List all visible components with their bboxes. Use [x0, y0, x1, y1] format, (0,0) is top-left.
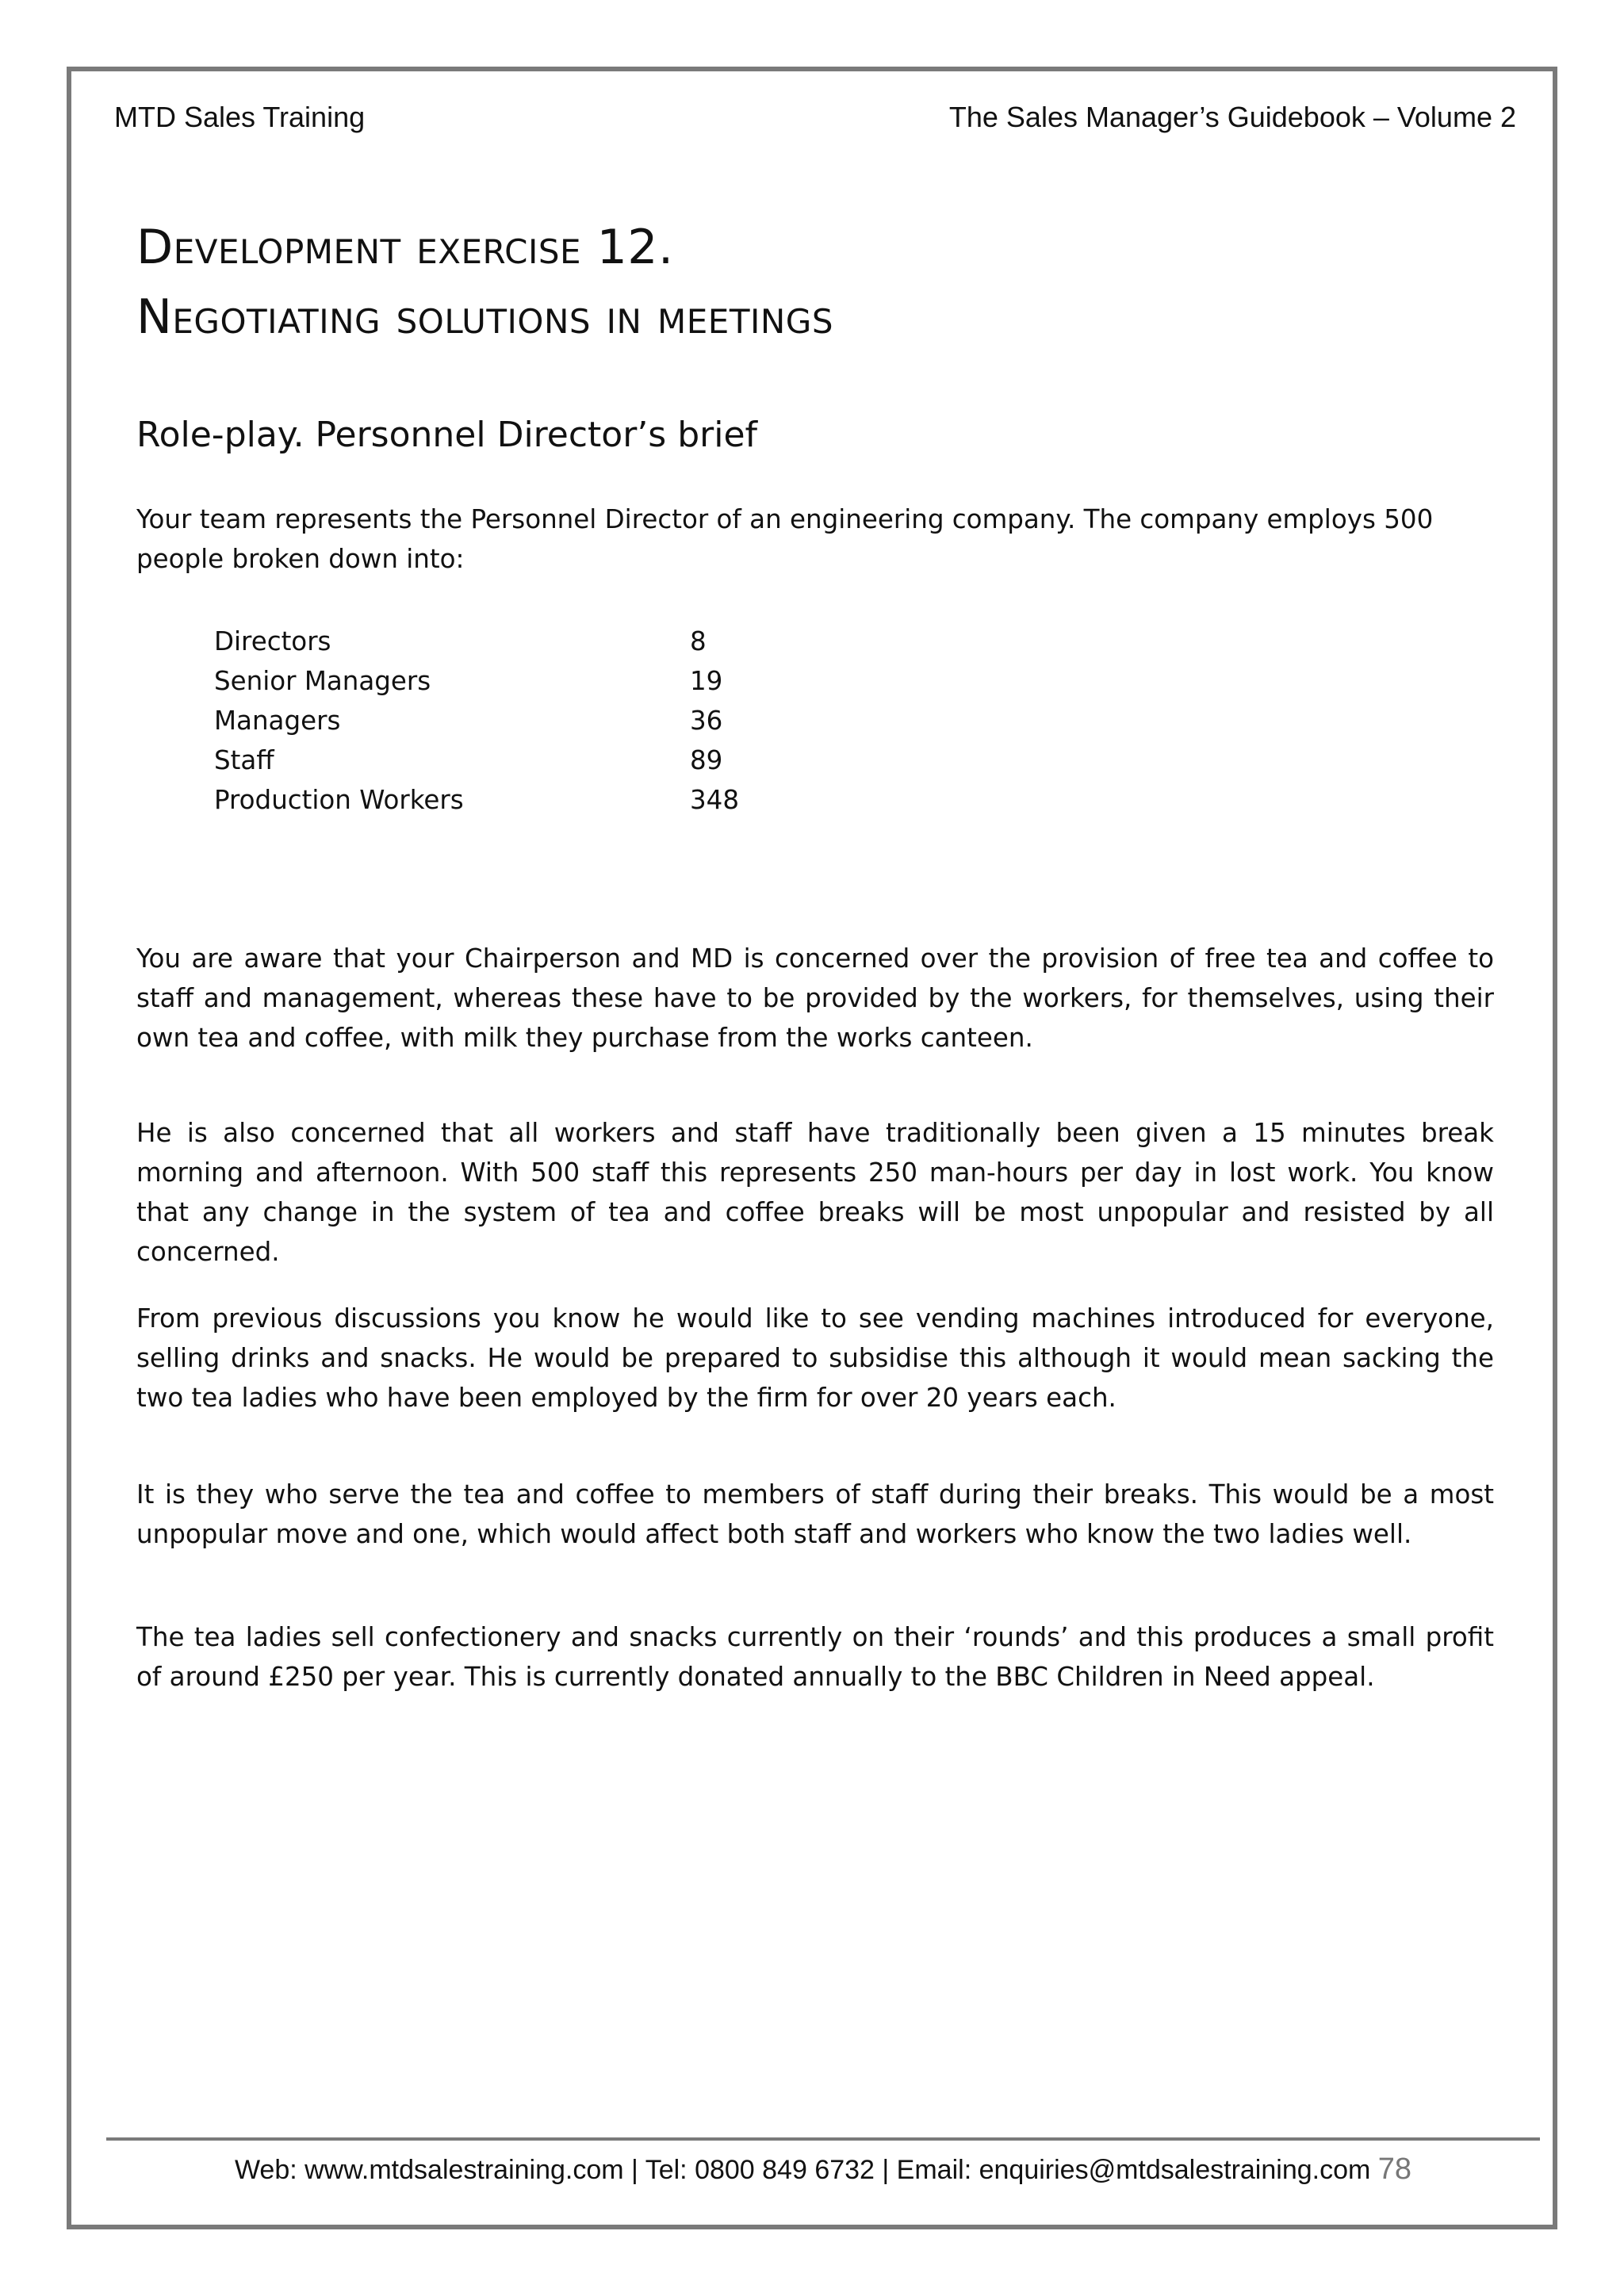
breakdown-count: 89: [690, 745, 723, 775]
intro-paragraph: Your team represents the Personnel Director of an engineering company. The company employs 500 people broken down into:: [136, 504, 1434, 574]
footer-contact: Web: www.mtdsalestraining.com | Tel: 0800 849 6732 | Email: enquiries@mtdsalestraining.com: [234, 2155, 1371, 2185]
table-row: [214, 622, 928, 661]
paragraph-break-time: He is also concerned that all workers and staff have traditionally been given a 15 minutes break morning and afternoon. With 500 staff this represents 250 man-hours per day in lost work. You know that any change in the system of tea and coffee breaks will be most unpopular and resisted by all concerned.: [136, 1118, 1494, 1267]
table-row: [214, 740, 928, 780]
breakdown-category: Senior Managers: [214, 666, 431, 696]
paragraph-confectionery-profit: The tea ladies sell confectionery and snacks currently on their ‘rounds’ and this produces a small profit of around £250 per year. This is currently donated annually to the BBC Children in Need appeal.: [136, 1622, 1494, 1692]
breakdown-category: Managers: [214, 706, 341, 736]
paragraph-vending-machines: From previous discussions you know he would like to see vending machines introduced for everyone, selling drinks and snacks. He would be prepared to subsidise this although it would mean sacking the two tea ladies who have been employed by the firm for over 20 years each.: [136, 1303, 1494, 1413]
breakdown-count: 8: [690, 626, 707, 656]
breakdown-category: Staff: [214, 745, 274, 775]
footer-divider: [106, 2137, 1540, 2141]
header-book-title: The Sales Manager’s Guidebook – Volume 2: [948, 101, 1516, 133]
paragraph-tea-coffee-provision: You are aware that your Chairperson and MD is concerned over the provision of free tea and coffee to staff and management, whereas these have to be provided by the workers, for themselves, using their own tea and coffee, with milk they purchase from the works canteen.: [136, 943, 1494, 1053]
page-number: 78: [1377, 2152, 1412, 2186]
breakdown-count: 348: [690, 785, 740, 815]
breakdown-count: 36: [690, 706, 723, 736]
table-row: [214, 780, 928, 820]
header-publisher: MTD Sales Training: [114, 101, 366, 133]
exercise-title-line-1: Development exercise 12.: [136, 220, 674, 275]
exercise-title-line-2: Negotiating solutions in meetings: [136, 289, 833, 345]
paragraph-tea-ladies-role: It is they who serve the tea and coffee to members of staff during their breaks. This would be a most unpopular move and one, which would affect both staff and workers who know the two ladies well.: [136, 1479, 1494, 1549]
section-subtitle: Role-play. Personnel Director’s brief: [136, 415, 758, 455]
breakdown-category: Production Workers: [214, 785, 464, 815]
exercise-title: [136, 212, 833, 352]
breakdown-count: 19: [690, 666, 723, 696]
breakdown-category: Directors: [214, 626, 331, 656]
footer: [106, 2150, 1540, 2189]
table-row: [214, 661, 928, 701]
table-row: [214, 701, 928, 740]
employee-breakdown-table: [214, 622, 928, 820]
